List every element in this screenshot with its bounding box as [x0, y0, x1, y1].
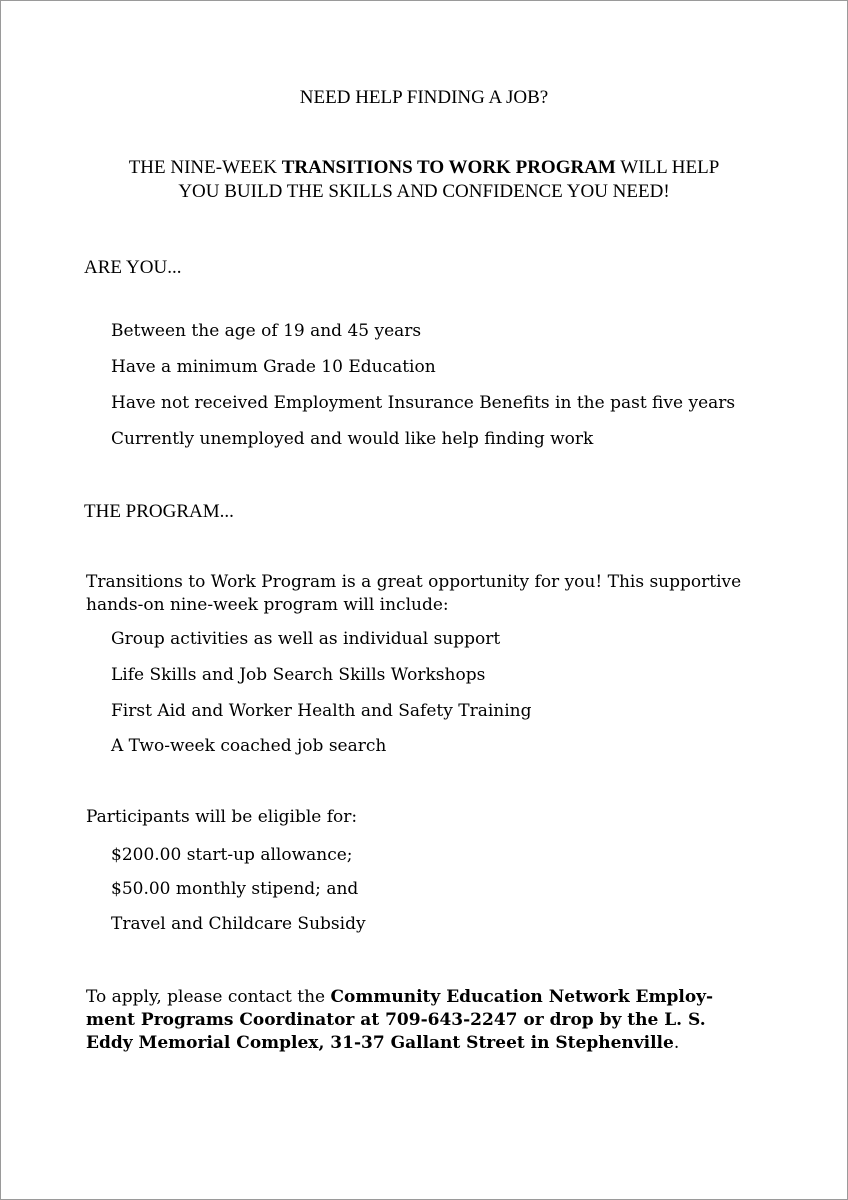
- apply-prefix: To apply, please contact the: [86, 987, 331, 1007]
- program-item: Life Skills and Job Search Skills Workshops: [111, 665, 486, 685]
- intro-line-2: YOU BUILD THE SKILLS AND CONFIDENCE YOU NEED!: [178, 181, 670, 202]
- program-item: Group activities as well as individual support: [111, 629, 501, 649]
- eligibility-item: Have not received Employment Insurance Benefits in the past five years: [111, 393, 736, 413]
- apply-contact-bold: Community Education Network Employ-: [330, 987, 714, 1007]
- apply-line-1: [86, 985, 713, 1009]
- apply-address-bold: Eddy Memorial Complex, 31-37 Gallant Street in Stephenville: [86, 1033, 674, 1053]
- apply-period: .: [673, 1033, 680, 1053]
- program-item: First Aid and Worker Health and Safety Training: [111, 701, 532, 721]
- eligibility-heading: ARE YOU...: [84, 257, 182, 278]
- intro-line-1: [0, 156, 848, 180]
- program-description-line-2: hands-on nine-week program will include:: [86, 595, 449, 615]
- headline: NEED HELP FINDING A JOB?: [299, 87, 549, 108]
- apply-line-3: [86, 1031, 679, 1055]
- program-name: TRANSITIONS TO WORK PROGRAM: [281, 157, 616, 178]
- eligibility-item: Have a minimum Grade 10 Education: [111, 357, 436, 377]
- apply-line-2: ment Programs Coordinator at 709-643-2247 or drop by the L. S.: [86, 1010, 706, 1030]
- eligibility-item: Between the age of 19 and 45 years: [111, 321, 422, 341]
- program-heading: THE PROGRAM...: [84, 501, 234, 522]
- program-description-line-1: Transitions to Work Program is a great opportunity for you! This supportive: [86, 572, 742, 592]
- intro-prefix: THE NINE-WEEK: [128, 157, 282, 178]
- intro-suffix: WILL HELP: [615, 157, 720, 178]
- benefit-item: Travel and Childcare Subsidy: [111, 914, 366, 934]
- benefit-item: $50.00 monthly stipend; and: [111, 879, 359, 899]
- benefits-heading: Participants will be eligible for:: [86, 807, 358, 827]
- program-item: A Two-week coached job search: [111, 736, 387, 756]
- benefit-item: $200.00 start-up allowance;: [111, 845, 353, 865]
- eligibility-item: Currently unemployed and would like help finding work: [111, 429, 594, 449]
